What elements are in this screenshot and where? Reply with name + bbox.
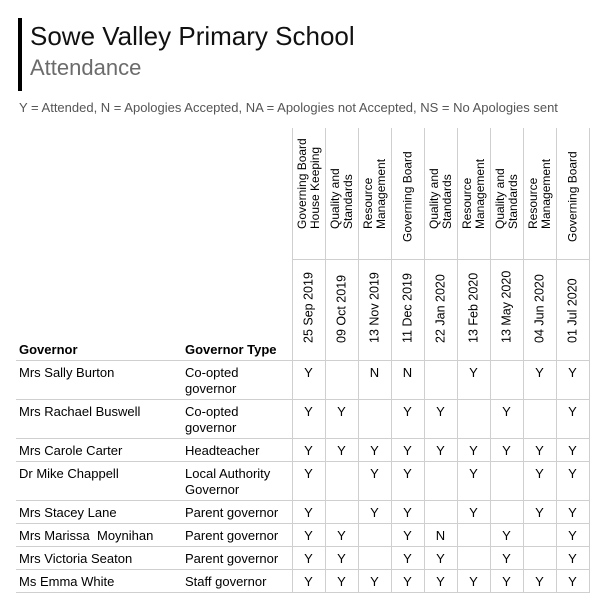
meeting-date: 01 Jul 2020 [565, 278, 579, 343]
attendance-mark [325, 501, 358, 524]
table-row [16, 439, 589, 462]
attendance-mark: Y [325, 400, 358, 439]
attendance-mark: Y [358, 439, 391, 462]
meeting-date-header [490, 260, 523, 361]
meeting-date: 09 Oct 2019 [334, 274, 348, 343]
meeting-date-header [457, 260, 490, 361]
attendance-mark: Y [490, 400, 523, 439]
attendance-mark: Y [358, 501, 391, 524]
attendance-mark: Y [556, 524, 589, 547]
governor-name: Mrs Sally Burton [16, 361, 182, 400]
attendance-mark: Y [391, 439, 424, 462]
meeting-name-line: Quality and [492, 168, 507, 229]
governor-type: Parent governor [182, 501, 292, 524]
meeting-name-line: Management [472, 158, 487, 229]
meeting-name-line: Quality and [426, 168, 441, 229]
attendance-mark: Y [523, 570, 556, 593]
meeting-name-line: Governing Board [294, 138, 309, 229]
meeting-name-line: Governing Board [400, 151, 414, 242]
attendance-mark: Y [391, 400, 424, 439]
attendance-mark: Y [292, 400, 325, 439]
attendance-mark: Y [424, 400, 457, 439]
meeting-name-header [523, 128, 556, 260]
attendance-mark: Y [292, 361, 325, 400]
school-name: Sowe Valley Primary School [30, 21, 355, 51]
attendance-mark: Y [556, 462, 589, 501]
governor-name: Ms Emma White [16, 570, 182, 593]
meeting-date: 25 Sep 2019 [301, 272, 315, 343]
attendance-mark: N [358, 361, 391, 400]
attendance-mark: Y [523, 501, 556, 524]
meeting-date-header [325, 260, 358, 361]
attendance-mark: Y [292, 501, 325, 524]
attendance-mark [424, 501, 457, 524]
meeting-date-header [424, 260, 457, 361]
meeting-name-header [325, 128, 358, 260]
attendance-mark: Y [391, 570, 424, 593]
attendance-mark [358, 524, 391, 547]
table-row [16, 524, 589, 547]
attendance-mark [358, 547, 391, 570]
attendance-mark [325, 361, 358, 400]
page-subtitle: Attendance [30, 55, 142, 80]
attendance-mark: Y [292, 547, 325, 570]
table-row [16, 462, 589, 501]
attendance-mark [424, 462, 457, 501]
meeting-name-line: House Keeping [307, 146, 322, 229]
governor-type: Co-opted governor [182, 400, 292, 439]
meeting-date-header [523, 260, 556, 361]
meeting-date: 04 Jun 2020 [532, 274, 546, 343]
table-row [16, 570, 589, 593]
meeting-name-line: Governing Board [565, 151, 579, 242]
meeting-date-header [391, 260, 424, 361]
attendance-mark: N [424, 524, 457, 547]
attendance-mark: Y [490, 547, 523, 570]
attendance-mark: Y [292, 570, 325, 593]
table-row [16, 547, 589, 570]
attendance-mark: Y [325, 547, 358, 570]
meeting-date: 13 May 2020 [499, 270, 513, 343]
meeting-name-header [424, 128, 457, 260]
meeting-date-header [556, 260, 589, 361]
attendance-table [16, 128, 590, 593]
meeting-name-line: Standards [505, 174, 520, 229]
attendance-mark [325, 462, 358, 501]
governor-name: Mrs Carole Carter [16, 439, 182, 462]
governor-type: Local Authority Governor [182, 462, 292, 501]
attendance-mark: Y [325, 570, 358, 593]
attendance-mark: Y [556, 547, 589, 570]
meeting-date: 22 Jan 2020 [433, 274, 447, 343]
governor-type: Co-opted governor [182, 361, 292, 400]
attendance-mark: Y [556, 501, 589, 524]
attendance-mark: Y [325, 439, 358, 462]
attendance-mark: Y [457, 501, 490, 524]
attendance-mark [523, 400, 556, 439]
attendance-mark [457, 547, 490, 570]
governor-column-header: Governor [16, 128, 182, 361]
attendance-mark [490, 361, 523, 400]
attendance-mark: Y [457, 462, 490, 501]
attendance-mark: Y [490, 439, 523, 462]
attendance-mark: Y [490, 524, 523, 547]
meeting-name-line: Resource [525, 177, 540, 229]
attendance-mark [523, 524, 556, 547]
attendance-mark: Y [556, 400, 589, 439]
attendance-mark: Y [490, 570, 523, 593]
meeting-date-header [358, 260, 391, 361]
attendance-mark [457, 524, 490, 547]
attendance-mark: Y [325, 524, 358, 547]
governor-type: Parent governor [182, 524, 292, 547]
attendance-mark: Y [424, 547, 457, 570]
attendance-mark: Y [391, 524, 424, 547]
attendance-mark: Y [457, 570, 490, 593]
table-row [16, 361, 589, 400]
meeting-date: 11 Dec 2019 [400, 273, 414, 343]
governor-name: Mrs Rachael Buswell [16, 400, 182, 439]
attendance-mark: Y [556, 570, 589, 593]
meeting-name-line: Standards [439, 174, 454, 229]
attendance-mark: Y [556, 361, 589, 400]
attendance-mark [457, 400, 490, 439]
meeting-name-header [556, 128, 589, 260]
attendance-mark: Y [391, 547, 424, 570]
meeting-name-header [358, 128, 391, 260]
attendance-mark: Y [292, 462, 325, 501]
meeting-name-line: Management [373, 158, 388, 229]
attendance-legend: Y = Attended, N = Apologies Accepted, NA = Apologies not Accepted, NS = No Apologies sent [19, 100, 558, 115]
governor-type: Staff governor [182, 570, 292, 593]
title-accent-bar [18, 18, 22, 91]
table-row [16, 501, 589, 524]
table-row [16, 400, 589, 439]
attendance-mark: Y [358, 462, 391, 501]
attendance-mark [358, 400, 391, 439]
meeting-name-header [457, 128, 490, 260]
attendance-mark: Y [523, 361, 556, 400]
governor-name: Dr Mike Chappell [16, 462, 182, 501]
attendance-mark: Y [292, 524, 325, 547]
meeting-name-line: Management [538, 158, 553, 229]
attendance-mark [490, 501, 523, 524]
attendance-mark [523, 547, 556, 570]
meeting-name-line: Resource [459, 177, 474, 229]
attendance-mark: Y [424, 439, 457, 462]
meeting-name-line: Resource [360, 177, 375, 229]
governor-type: Parent governor [182, 547, 292, 570]
attendance-mark: Y [292, 439, 325, 462]
governor-name: Mrs Victoria Seaton [16, 547, 182, 570]
meeting-name-line: Quality and [327, 168, 342, 229]
attendance-mark [490, 462, 523, 501]
governor-type: Headteacher [182, 439, 292, 462]
meeting-date: 13 Nov 2019 [367, 272, 381, 343]
attendance-mark: Y [391, 462, 424, 501]
meeting-name-header [391, 128, 424, 260]
governor-name: Mrs Marissa Moynihan [16, 524, 182, 547]
governor-name: Mrs Stacey Lane [16, 501, 182, 524]
attendance-mark: N [391, 361, 424, 400]
attendance-mark: Y [523, 439, 556, 462]
attendance-mark: Y [457, 439, 490, 462]
meeting-name-header [490, 128, 523, 260]
meeting-date: 13 Feb 2020 [466, 272, 480, 343]
attendance-mark [424, 361, 457, 400]
meeting-name-header [292, 128, 325, 260]
attendance-mark: Y [556, 439, 589, 462]
attendance-mark: Y [523, 462, 556, 501]
governor-type-column-header: Governor Type [182, 128, 292, 361]
attendance-mark: Y [457, 361, 490, 400]
meeting-date-header [292, 260, 325, 361]
attendance-mark: Y [424, 570, 457, 593]
meeting-name-line: Standards [340, 174, 355, 229]
attendance-mark: Y [358, 570, 391, 593]
attendance-mark: Y [391, 501, 424, 524]
